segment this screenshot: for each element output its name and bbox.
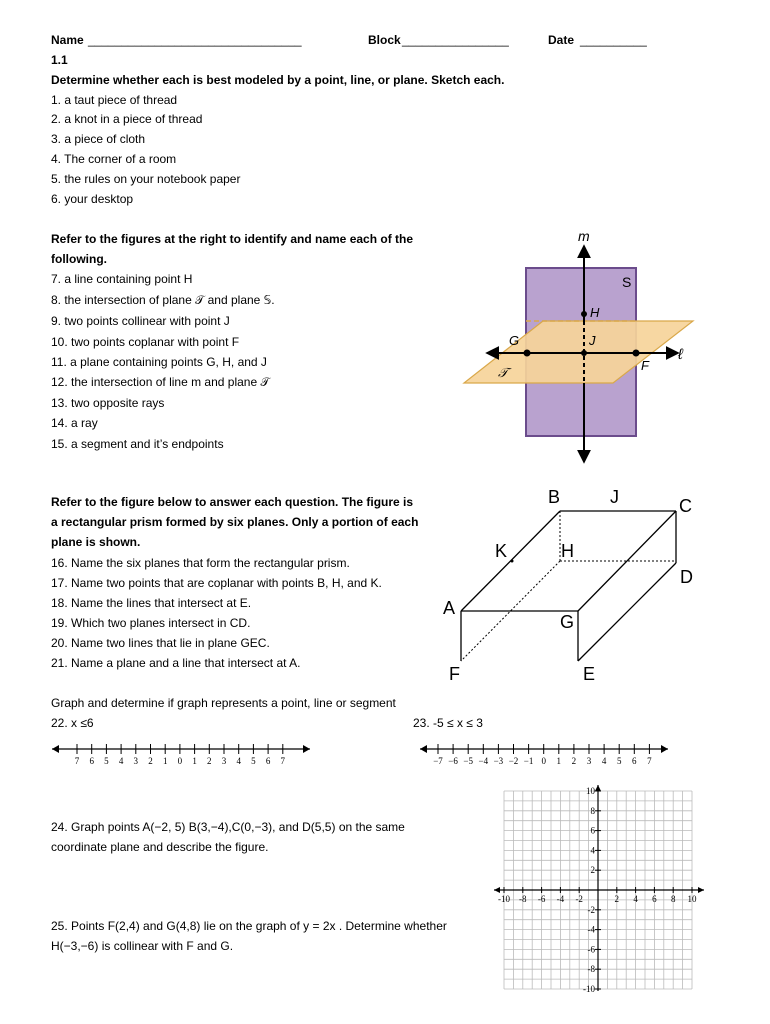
section-number: 1.1 [51, 53, 68, 67]
tick-label: 2 [148, 756, 153, 766]
point-g [524, 350, 531, 357]
tick-label: 5 [104, 756, 109, 766]
arrow-right-icon [303, 745, 310, 753]
y-tick-label: -6 [587, 944, 595, 955]
tick-label: 2 [571, 756, 577, 766]
y-tick-label: 4 [590, 845, 595, 856]
tick-label: −5 [463, 756, 473, 766]
x-tick-label: -2 [575, 894, 583, 904]
point-f [633, 350, 640, 357]
tick-label: 7 [74, 756, 80, 766]
tick-label: 6 [632, 756, 637, 766]
label-s: S [622, 274, 632, 290]
coordinate-grid[interactable] [492, 783, 707, 993]
arrow-up-icon [595, 785, 601, 791]
y-tick-label: -2 [587, 904, 595, 915]
question-20: 20. Name two lines that lie in plane GEC. [51, 636, 270, 650]
label-b: B [548, 487, 561, 507]
question-16: 16. Name the six planes that form the rectangular prism. [51, 556, 350, 570]
question-12: 12. the intersection of line m and plane 𝒯 [51, 375, 270, 389]
block-label: Block [368, 33, 401, 47]
x-tick-label: -6 [537, 894, 546, 904]
label-h2: H [561, 541, 574, 561]
part3-instruction-line3: plane is shown. [51, 535, 141, 549]
y-tick-label: -4 [587, 924, 595, 935]
question-25-line1: 25. Points F(2,4) and G(4,8) lie on the graph of y = 2x . Determine whether [51, 919, 447, 933]
part3-instruction-line2: a rectangular prism formed by six planes. Only a portion of each [51, 515, 419, 529]
question-17: 17. Name two points that are coplanar with points B, H, and K. [51, 576, 382, 590]
part2-instruction-line1: Refer to the figures at the right to identify and name each of the [51, 232, 414, 246]
part1-instruction: Determine whether each is best modeled by a point, line, or plane. Sketch each. [51, 73, 505, 87]
tick-label: 7 [280, 756, 286, 766]
label-g2: G [560, 612, 575, 632]
question-10: 10. two points coplanar with point F [51, 335, 240, 349]
y-tick-label: 6 [590, 825, 595, 836]
x-tick-label: 10 [687, 894, 697, 904]
number-line-22[interactable] [50, 740, 312, 770]
arrow-left-icon [420, 745, 427, 753]
question-21: 21. Name a plane and a line that intersect at A. [51, 656, 301, 670]
tick-label: 0 [541, 756, 546, 766]
y-tick-label: 10 [586, 786, 595, 796]
label-k: K [495, 541, 508, 561]
number-line-23[interactable] [418, 740, 670, 770]
point-h [581, 311, 587, 317]
label-e: E [583, 664, 596, 684]
question-6: 6. your desktop [51, 192, 134, 206]
tick-label: 5 [616, 756, 622, 766]
tick-label: 7 [647, 756, 652, 766]
question-24-line2: coordinate plane and describe the figure. [51, 840, 269, 854]
question-3: 3. a piece of cloth [51, 132, 146, 146]
part2-instruction-line2: following. [51, 252, 107, 266]
tick-label: 6 [89, 756, 94, 766]
label-f: F [641, 358, 649, 373]
label-d: D [680, 567, 693, 587]
tick-label: 3 [133, 756, 139, 766]
part4-instruction: Graph and determine if graph represents a point, line or segment [51, 696, 396, 710]
name-blank[interactable]: ________________________________ [88, 33, 302, 47]
x-tick-label: 4 [633, 894, 638, 904]
tick-label: 4 [118, 756, 124, 766]
tick-label: −2 [508, 756, 519, 766]
question-5: 5. the rules on your notebook paper [51, 172, 241, 186]
label-h: H [590, 305, 600, 320]
tick-label: 4 [236, 756, 241, 766]
name-label: Name [51, 33, 84, 47]
arrow-right-icon [698, 887, 704, 893]
question-19: 19. Which two planes intersect in CD. [51, 616, 251, 630]
x-tick-label: 8 [670, 894, 676, 904]
y-tick-label: 2 [590, 865, 595, 876]
label-g: G [509, 333, 520, 348]
label-j: J [589, 333, 596, 348]
date-blank[interactable]: __________ [580, 33, 647, 47]
question-22: 22. x ≤6 [51, 716, 94, 730]
question-8: 8. the intersection of plane 𝒯 and plane 𝕊. [51, 293, 275, 307]
question-9: 9. two points collinear with point J [51, 314, 230, 328]
question-14: 14. a ray [51, 416, 98, 430]
tick-label: 4 [601, 756, 607, 766]
x-tick-label: -8 [519, 894, 527, 904]
question-24-line1: 24. Graph points A(−2, 5) B(3,−4),C(0,−3), and D(5,5) on the same [51, 820, 405, 834]
tick-label: 6 [265, 756, 271, 766]
question-1: 1. a taut piece of thread [51, 93, 178, 107]
tick-label: −7 [433, 756, 443, 766]
question-7: 7. a line containing point H [51, 272, 193, 286]
tick-label: −6 [448, 756, 458, 766]
tick-label: 3 [586, 756, 592, 766]
arrow-left-icon [52, 745, 59, 753]
tick-label: 1 [162, 756, 168, 766]
y-tick-label: -8 [587, 964, 595, 975]
x-tick-label: 6 [652, 894, 657, 904]
block-blank[interactable]: ________________ [402, 33, 509, 47]
tick-label: 0 [177, 756, 183, 766]
arrow-right-icon [661, 745, 668, 753]
planes-figure [460, 225, 710, 470]
label-t: 𝒯 [498, 365, 508, 380]
x-tick-label: -10 [498, 894, 510, 904]
part3-instruction-line1: Refer to the figure below to answer each question. The figure is [51, 495, 414, 509]
y-tick-label: 8 [590, 805, 595, 816]
y-tick-label: -10 [583, 984, 595, 994]
tick-label: −3 [493, 756, 504, 766]
label-f2: F [449, 664, 460, 684]
tick-label: −4 [478, 756, 489, 766]
x-tick-label: 2 [614, 894, 620, 904]
tick-label: 5 [251, 756, 256, 766]
tick-label: 3 [221, 756, 227, 766]
label-c: C [679, 496, 692, 516]
label-a: A [443, 598, 456, 618]
question-11: 11. a plane containing points G, H, and J [51, 355, 267, 369]
tick-label: 1 [556, 756, 562, 766]
prism-figure [438, 483, 703, 688]
question-13: 13. two opposite rays [51, 396, 165, 410]
question-2: 2. a knot in a piece of thread [51, 112, 203, 126]
arrow-left-icon [494, 887, 500, 893]
question-4: 4. The corner of a room [51, 152, 177, 166]
question-18: 18. Name the lines that intersect at E. [51, 596, 252, 610]
tick-label: 1 [192, 756, 197, 766]
tick-label: 2 [207, 756, 212, 766]
question-23: 23. -5 ≤ x ≤ 3 [413, 716, 483, 730]
question-25-line2: H(−3,−6) is collinear with F and G. [51, 939, 234, 953]
question-15: 15. a segment and it’s endpoints [51, 437, 224, 451]
point-j [581, 350, 587, 356]
date-label: Date [548, 33, 575, 47]
label-j2: J [610, 487, 619, 507]
x-tick-label: -4 [556, 894, 565, 904]
label-m: m [578, 228, 590, 244]
label-l: ℓ [678, 346, 683, 363]
tick-label: −1 [523, 756, 534, 766]
point-k [511, 560, 514, 563]
